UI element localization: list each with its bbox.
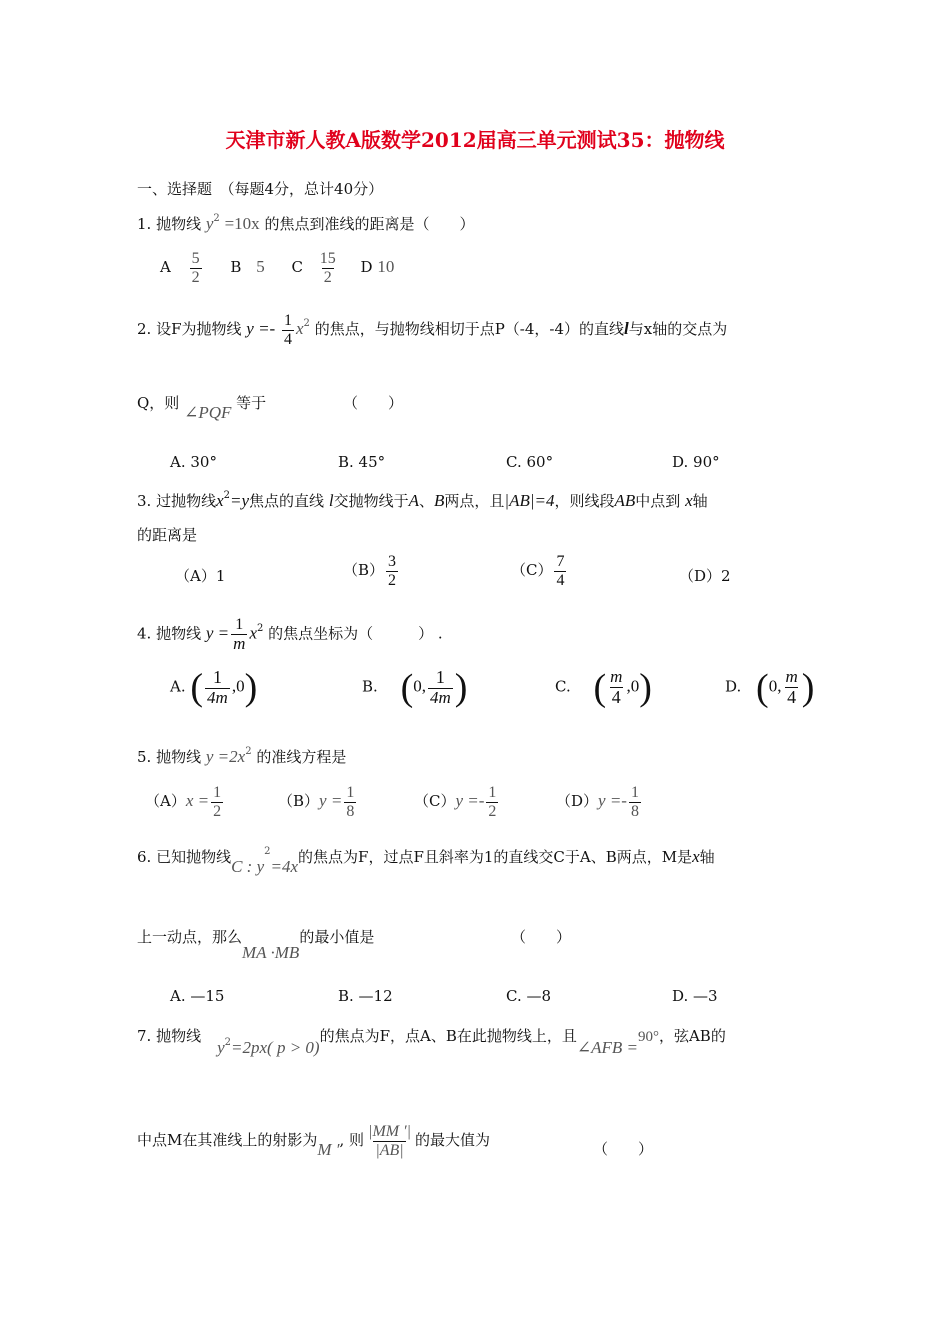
- q1-d-value: 10: [377, 257, 395, 277]
- q4-den: m: [233, 633, 246, 653]
- q6-option-c: C. —8: [506, 987, 552, 1005]
- q2-line-2: [137, 392, 267, 422]
- q3-mid6: 轴: [692, 492, 708, 510]
- q7-line2a: 中点M在其准线上的射影为: [137, 1131, 318, 1150]
- q5-b-num: 1: [346, 784, 355, 801]
- q4-option-d: [725, 668, 814, 707]
- q3-option-d: （D）2: [679, 567, 731, 585]
- page-title: 天津市新人教A版数学2012届高三单元测试35：抛物线: [225, 128, 725, 152]
- q3-eq: =y: [230, 491, 250, 510]
- q3-text: 3. 过抛物线: [137, 492, 217, 510]
- q5-d-label: （D）: [556, 792, 599, 811]
- q5-text: 5. 抛物线: [137, 748, 202, 766]
- q3-mid2: 交抛物线于: [333, 492, 409, 510]
- question-4: 4. 抛物线 y = $\frac{1}{m}$ $x^2$ 的焦点坐标为（ ） .: [137, 616, 443, 653]
- q2-option-c: C. 60°: [506, 453, 554, 471]
- q7-text: 7. 抛物线: [137, 1027, 202, 1045]
- q4-option-a: [170, 668, 257, 707]
- q4-c-tail: ,0: [626, 676, 640, 696]
- q4-option-b: [362, 668, 467, 707]
- q2-num: 1: [284, 312, 292, 329]
- q2-line-l: l: [624, 319, 629, 339]
- q5-option-b: [278, 784, 358, 820]
- q4-d-den: 4: [787, 686, 797, 707]
- q7-eq: y: [217, 1038, 225, 1057]
- q2-line2a: Q，则: [137, 394, 180, 412]
- q5-eq: y =2x: [205, 747, 246, 766]
- q4-num: 1: [235, 616, 244, 633]
- q4-d-head: 0,: [768, 676, 782, 696]
- q7-line2b: , 则: [339, 1131, 365, 1150]
- q5-d-eq: y =-: [598, 791, 627, 811]
- q3-mid3: 两点，且: [444, 492, 505, 510]
- q1-a-num: 5: [191, 250, 200, 267]
- section-heading: 一、选择题 （每题4分，总计40分）: [137, 180, 384, 198]
- q4-a-num: 1: [212, 667, 222, 687]
- q1-c-num: 15: [319, 250, 336, 267]
- question-5: 5. 抛物线 $y =2x^2$ 的准线方程是: [137, 746, 347, 766]
- question-2: 2. 设F为抛物线 y =- $\frac{1}{4}$ $x^2$ 的焦点，与抛物线相切于点P（-4，-4）的直线l与x轴的交点为: [137, 312, 728, 348]
- q6-answer-paren: （ ）: [511, 928, 572, 946]
- q7-degree: 90°: [637, 1029, 659, 1045]
- q5-option-d: [556, 784, 643, 820]
- q5-a-den: 2: [213, 802, 222, 820]
- question-3: 3. 过抛物线$x^2=y$焦点的直线 l交抛物线于A、B两点，且|AB|=4，则线段AB中点到 x轴: [137, 490, 708, 510]
- q4-option-c: [555, 668, 652, 707]
- q3-mid4: ，则线段: [554, 492, 615, 510]
- q7-line-2: [137, 1123, 490, 1159]
- question-7: 7. 抛物线$y_2=2px$( p > 0)的焦点为F，点A、B在此抛物线上，且∠AFB =90°，弦AB的: [137, 1027, 726, 1057]
- q3-b-den: 2: [388, 571, 397, 589]
- q6-dot-product: MA ·MB: [242, 943, 300, 962]
- q4-b-label: B.: [362, 677, 378, 696]
- q5-c-den: 2: [488, 802, 497, 820]
- q2-var-x: x: [296, 319, 304, 339]
- q1-a-den: 2: [191, 268, 200, 286]
- q1-stem: 的焦点到准线的距离是（ ）: [264, 215, 475, 233]
- q4-b-den: 4m: [429, 687, 451, 707]
- q3-c-den: 4: [556, 571, 565, 589]
- q2-stem-2: 与x轴的交点为: [628, 320, 728, 339]
- q4-b-lparen: (: [400, 666, 414, 709]
- q3-segment: AB: [614, 491, 636, 510]
- q4-a-den: 4m: [207, 687, 228, 707]
- q3-mid5: 中点到: [635, 492, 681, 510]
- q3-abs: |AB|=4: [504, 491, 555, 510]
- q1-text: 1. 抛物线: [137, 215, 202, 233]
- q6-line-2: [137, 926, 375, 962]
- q5-a-num: 1: [213, 784, 222, 801]
- q1-b-value: 5: [256, 257, 265, 277]
- q1-var-y: y: [205, 214, 214, 233]
- q2-eq: y =-: [246, 319, 276, 339]
- q7-m-prime: M ′: [317, 1140, 340, 1160]
- q4-a-label: A.: [170, 677, 186, 696]
- q2-option-b: B. 45°: [338, 453, 386, 471]
- q7-angle: ∠AFB =: [576, 1038, 638, 1057]
- q3-sep: 、: [418, 492, 434, 510]
- q1-option-b-label: B: [230, 258, 242, 277]
- q2-den: 4: [284, 330, 292, 348]
- q4-d-label: D.: [725, 677, 742, 696]
- q2-line2b: 等于: [236, 394, 267, 412]
- q2-option-d: D. 90°: [672, 453, 720, 471]
- q4-var-x: x: [249, 623, 257, 643]
- q4-d-num: m: [785, 667, 798, 686]
- q3-var-x: x: [216, 491, 224, 510]
- q3-mid: 焦点的直线: [249, 492, 325, 510]
- q4-c-lparen: (: [593, 666, 607, 709]
- q2-angle: ∠PQF: [184, 403, 232, 422]
- q4-b-rparen: ): [454, 666, 468, 709]
- q5-c-num: 1: [488, 784, 497, 801]
- q3-b-num: 3: [388, 553, 397, 570]
- q2-option-a: A. 30°: [170, 453, 217, 471]
- q4-eq: y =: [205, 623, 230, 643]
- q7-eq2: =2px( p > 0): [231, 1038, 320, 1057]
- q5-option-c: [414, 784, 500, 820]
- q4-stem: 的焦点坐标为（ ） .: [268, 624, 443, 643]
- q1-equation: =10x: [224, 214, 260, 233]
- q5-d-den: 8: [630, 802, 639, 820]
- q1-option-a-label: A: [160, 258, 171, 277]
- q7-num: |MM ′|: [368, 1123, 412, 1140]
- q4-c-num: m: [610, 667, 623, 686]
- q6-axis-x: x: [692, 847, 700, 866]
- q3-axis-x: x: [685, 491, 693, 510]
- q6-line2a: 上一动点，那么: [137, 928, 243, 946]
- q7-line2c: 的最大值为: [415, 1131, 491, 1150]
- q5-stem: 的准线方程是: [256, 748, 347, 766]
- q6-eq2: =4x: [270, 857, 299, 876]
- q4-a-tail: ,0: [231, 676, 245, 696]
- q4-b-head: 0,: [413, 676, 426, 696]
- q1-option-d-label: D: [360, 258, 373, 277]
- q4-a-lparen: (: [190, 666, 204, 709]
- q5-b-label: （B）: [278, 792, 320, 811]
- q6-option-a: A. —15: [170, 987, 225, 1005]
- q3-line-2: 的距离是: [137, 526, 198, 544]
- q3-line-l: l: [328, 491, 334, 510]
- q3-option-a: （A）1: [175, 567, 226, 585]
- q4-text: 4. 抛物线: [137, 624, 202, 643]
- question-6: 6. 已知抛物线C : $y^2=4x$的焦点为F，过点F且斜率为1的直线交C于A、B两点，M是x轴: [137, 846, 715, 876]
- q2-stem: 的焦点，与抛物线相切于点P（-4，-4）的直线: [314, 320, 625, 339]
- q6-text: 6. 已知抛物线: [137, 848, 232, 866]
- q5-a-eq: x =: [185, 791, 210, 811]
- q4-b-num: 1: [435, 667, 445, 687]
- q3-point-a: A: [408, 491, 419, 510]
- q5-b-den: 8: [346, 802, 355, 820]
- q1-option-c-label: C: [291, 258, 303, 277]
- q7-den: |AB|: [375, 1141, 404, 1159]
- q4-c-label: C.: [555, 677, 571, 696]
- q3-option-c: [511, 553, 568, 589]
- q7-stem-2: ，弦AB的: [658, 1027, 726, 1045]
- q5-b-eq: y =: [319, 791, 343, 811]
- q4-d-lparen: (: [756, 666, 769, 709]
- q7-stem: 的焦点为F，点A、B在此抛物线上，且: [319, 1027, 577, 1045]
- q5-c-eq: y =-: [455, 791, 485, 811]
- q2-text: 2. 设F为抛物线: [137, 320, 242, 339]
- q4-d-rparen: ): [801, 666, 815, 709]
- q1-options: [160, 250, 394, 286]
- q5-d-num: 1: [630, 784, 639, 801]
- q6-option-d: D. —3: [672, 987, 718, 1005]
- q3-c-num: 7: [556, 553, 565, 570]
- q5-option-a: [145, 784, 225, 820]
- q6-line2b: 的最小值是: [299, 928, 375, 946]
- q6-stem: 的焦点为F，过点F且斜率为1的直线交C于A、B两点，M是: [298, 848, 693, 866]
- q3-c-label: （C）: [511, 561, 553, 580]
- q4-c-den: 4: [611, 686, 621, 707]
- q4-a-rparen: ): [244, 666, 258, 709]
- q3-point-b: B: [434, 491, 445, 510]
- q7-answer-paren: （ ）: [593, 1140, 654, 1158]
- q2-answer-paren: （ ）: [343, 394, 404, 412]
- q6-stem-2: 轴: [699, 848, 715, 866]
- question-1: 1. 抛物线 $y^2 =10x$ 的焦点到准线的距离是（ ）: [137, 213, 475, 233]
- q3-b-label: （B）: [343, 561, 385, 580]
- q4-c-rparen: ): [639, 666, 652, 709]
- q3-option-b: [343, 553, 400, 589]
- q5-a-label: （A）: [145, 792, 186, 811]
- q6-option-b: B. —12: [338, 987, 393, 1005]
- q6-eq: C : y: [231, 857, 265, 876]
- q5-c-label: （C）: [414, 792, 456, 811]
- q1-c-den: 2: [323, 268, 332, 286]
